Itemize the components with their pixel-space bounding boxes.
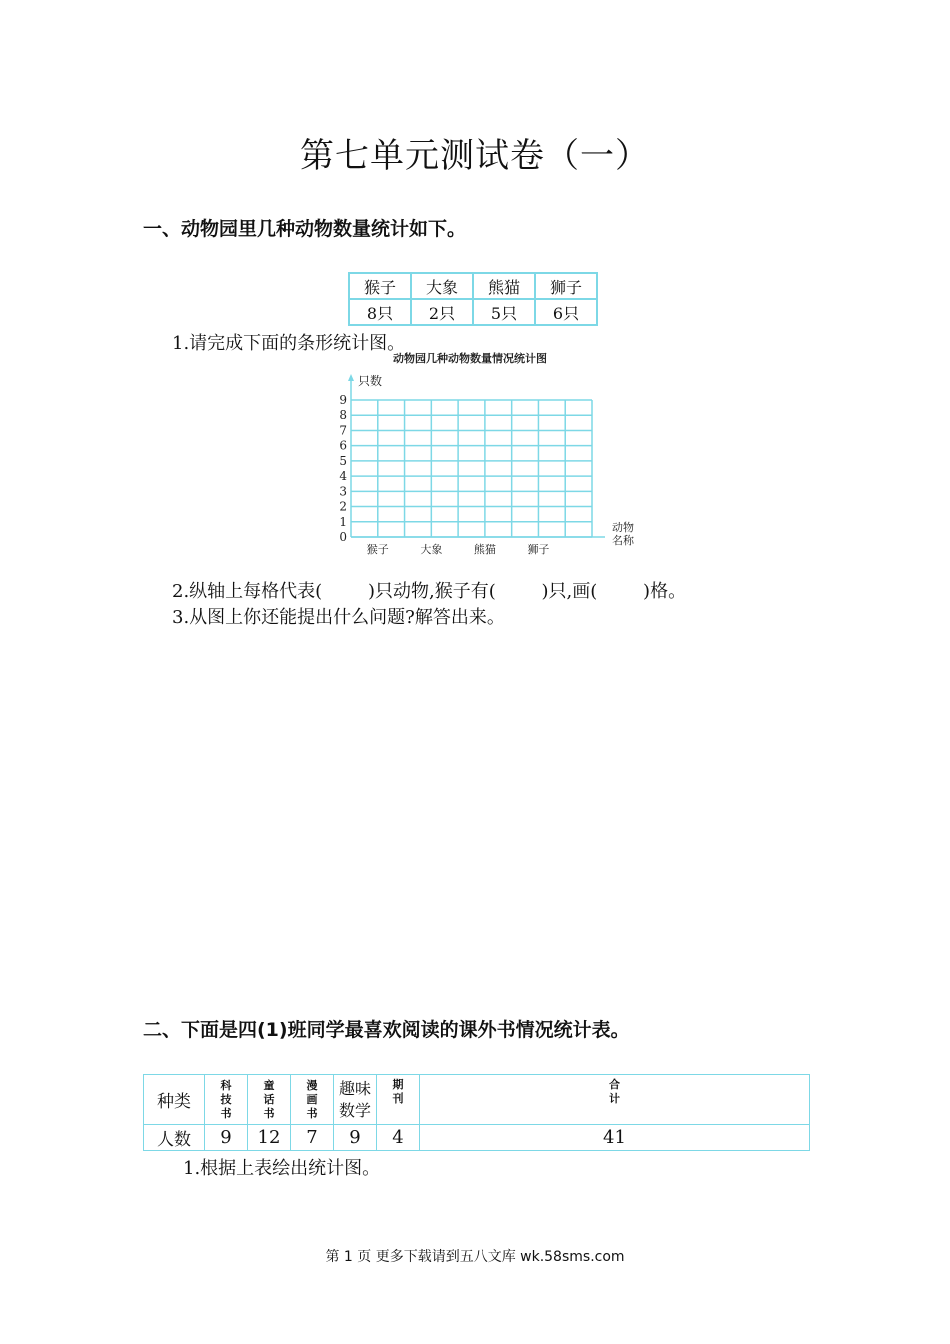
y-tick-label: 0 [339,530,347,544]
section1-heading: 一、动物园里几种动物数量统计如下。 [143,218,467,240]
table-row [144,1125,810,1151]
x-category-label: 熊猫 [473,543,496,556]
table-header-cell [248,1075,291,1125]
table-header-cell [205,1075,248,1125]
y-tick-label: 5 [339,453,347,468]
y-tick-label: 9 [339,393,347,407]
animal-count-table [348,272,598,326]
category-label: 科 技 书 [220,1078,232,1120]
category-label: 趣味 [338,1078,371,1098]
table-cell: 9 [205,1125,248,1151]
chart-title: 动物园几种动物数量情况统计图 [393,352,547,365]
category-label: 期 刊 [392,1078,404,1105]
y-tick-label: 7 [339,423,347,438]
y-tick-label: 1 [339,514,347,529]
table-cell: 2只 [411,299,473,325]
y-tick-label: 2 [339,499,347,514]
total-label: 合 计 [609,1078,620,1105]
x-axis-label: 动物 [612,521,634,534]
table-cell: 熊猫 [473,273,535,299]
category-label: 漫 画 书 [306,1078,318,1120]
table-cell: 7 [291,1125,334,1151]
x-category-label: 大象 [420,543,443,556]
bar-chart-grid[interactable] [330,348,650,560]
table-cell: 猴子 [349,273,411,299]
y-axis-arrow [348,374,354,381]
table-cell: 大象 [411,273,473,299]
table-cell: 6只 [535,299,597,325]
y-axis-label: 只数 [358,374,383,388]
page-title: 第七单元测试卷（一） [300,136,650,176]
book-preference-table [143,1074,810,1151]
table-header-cell [377,1075,420,1125]
table-header-cell: 种类 [144,1075,205,1125]
table-cell: 人数 [144,1125,205,1151]
table-header-cell [334,1075,377,1125]
table-header-cell [420,1075,810,1125]
question-2-1: 1.根据上表绘出统计图。 [183,1158,381,1179]
table-cell: 41 [420,1125,810,1151]
x-category-label: 猴子 [366,543,389,556]
y-tick-label: 6 [339,438,347,453]
table-cell: 9 [334,1125,377,1151]
category-label: 童 话 书 [263,1078,275,1120]
y-tick-label: 4 [339,469,347,484]
x-axis-label: 名称 [612,534,634,547]
question-1-1: 1.请完成下面的条形统计图。 [172,333,406,354]
table-cell: 12 [248,1125,291,1151]
x-category-label: 狮子 [527,543,550,556]
question-1-2: 2.纵轴上每格代表( )只动物,猴子有( )只,画( )格。 [172,581,687,602]
answer-area[interactable] [172,632,802,1002]
table-header-cell [291,1075,334,1125]
table-cell: 8只 [349,299,411,325]
table-cell: 狮子 [535,273,597,299]
section2-heading: 二、下面是四(1)班同学最喜欢阅读的课外书情况统计表。 [143,1019,630,1041]
table-row [349,299,597,325]
table-row [349,273,597,299]
table-cell: 4 [377,1125,420,1151]
page-footer: 第 1 页 更多下载请到五八文库 wk.58sms.com [325,1249,625,1265]
table-cell: 5只 [473,299,535,325]
table-row [144,1075,810,1125]
category-label: 数学 [338,1100,371,1120]
y-tick-label: 3 [339,484,347,499]
question-1-3: 3.从图上你还能提出什么问题?解答出来。 [172,607,505,628]
y-tick-label: 8 [339,408,347,423]
